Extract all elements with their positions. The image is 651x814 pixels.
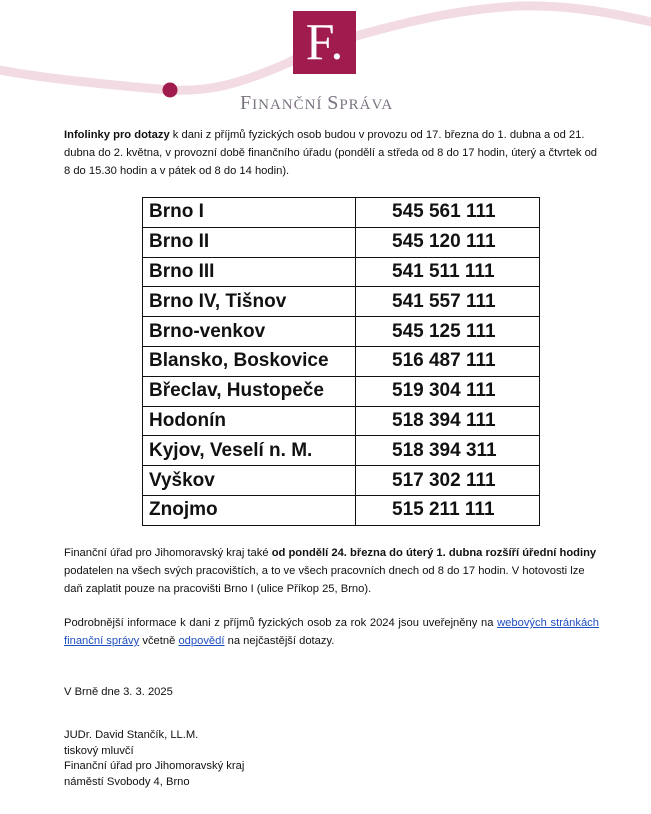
office-name: Kyjov, Veselí n. M.: [143, 436, 356, 466]
financni-sprava-logo: F.: [293, 11, 356, 74]
table-row: [143, 287, 540, 317]
signature-block: [64, 728, 244, 790]
document-date: V Brně dne 3. 3. 2025: [64, 686, 173, 698]
table-row: [143, 198, 540, 228]
office-phone: 519 304 111: [356, 376, 540, 406]
office-name: Hodonín: [143, 406, 356, 436]
hours-paragraph: Finanční úřad pro Jihomoravský kraj také od pondělí 24. března do úterý 1. dubna rozšíří úřední hodiny podatelen na všech svých pracovištích, a to ve všech pracovních dnech od 8 do 17 hodin. V hotovosti lze daň zaplatit pouze na pracovišti Brno I (ulice Příkop 25, Brno).: [64, 547, 597, 595]
table-row: [143, 436, 540, 466]
intro-text: k dani z příjmů fyzických osob budou v provozu od 17. března do 1. dubna a od 21. dubna do 2. května, v provozní době finančního úřadu (pondělí a středa od 8 do 17 hodin, úterý a čtvrtek od 8 do 15.30 hodin a v pátek od 8 do 14 hodin).: [64, 129, 598, 177]
table-row: [143, 257, 540, 287]
table-row: [143, 376, 540, 406]
office-name: Brno II: [143, 227, 356, 257]
signature-name: JUDr. David Stančík, LL.M.: [64, 729, 199, 741]
info-paragraph: Podrobnější informace k dani z příjmů fyzických osob za rok 2024 jsou uveřejněny na webových stránkách finanční správy včetně odpovědí na nejčastější dotazy.: [64, 617, 599, 647]
office-name: Blansko, Boskovice: [143, 346, 356, 376]
answers-link[interactable]: odpovědí: [178, 635, 225, 647]
office-name: Břeclav, Hustopeče: [143, 376, 356, 406]
letterhead: [0, 0, 651, 120]
office-phone: 518 394 311: [356, 436, 540, 466]
office-phone: 516 487 111: [356, 346, 540, 376]
office-name: Brno-venkov: [143, 317, 356, 347]
table-row: [143, 466, 540, 496]
hours-bold: od pondělí 24. března do úterý 1. dubna rozšíří úřední hodiny: [271, 547, 597, 559]
signature-address: náměstí Svobody 4, Brno: [64, 775, 190, 788]
office-name: Znojmo: [143, 495, 356, 525]
table-row: [143, 406, 540, 436]
wave-dot: [163, 83, 178, 98]
office-phone: 541 557 111: [356, 287, 540, 317]
logo-wordmark: FINANČNÍ SPRÁVA: [240, 92, 394, 114]
office-name: Brno I: [143, 198, 356, 228]
office-name: Brno IV, Tišnov: [143, 287, 356, 317]
signature-role: tiskový mluvčí: [64, 744, 134, 757]
office-phone: 545 561 111: [356, 198, 540, 228]
table-row: [143, 317, 540, 347]
phone-table: [142, 197, 540, 526]
office-phone: 541 511 111: [356, 257, 540, 287]
office-phone: 545 125 111: [356, 317, 540, 347]
office-phone: 517 302 111: [356, 466, 540, 496]
intro-paragraph: [64, 126, 604, 180]
office-name: Brno III: [143, 257, 356, 287]
table-row: [143, 495, 540, 525]
table-row: [143, 346, 540, 376]
office-phone: 518 394 111: [356, 406, 540, 436]
office-name: Vyškov: [143, 466, 356, 496]
intro-bold: Infolinky pro dotazy: [64, 129, 170, 141]
table-row: [143, 227, 540, 257]
office-phone: 545 120 111: [356, 227, 540, 257]
office-phone: 515 211 111: [356, 495, 540, 525]
web-link[interactable]: webových stránkách finanční správy: [64, 617, 599, 647]
signature-office: Finanční úřad pro Jihomoravský kraj: [64, 760, 245, 772]
